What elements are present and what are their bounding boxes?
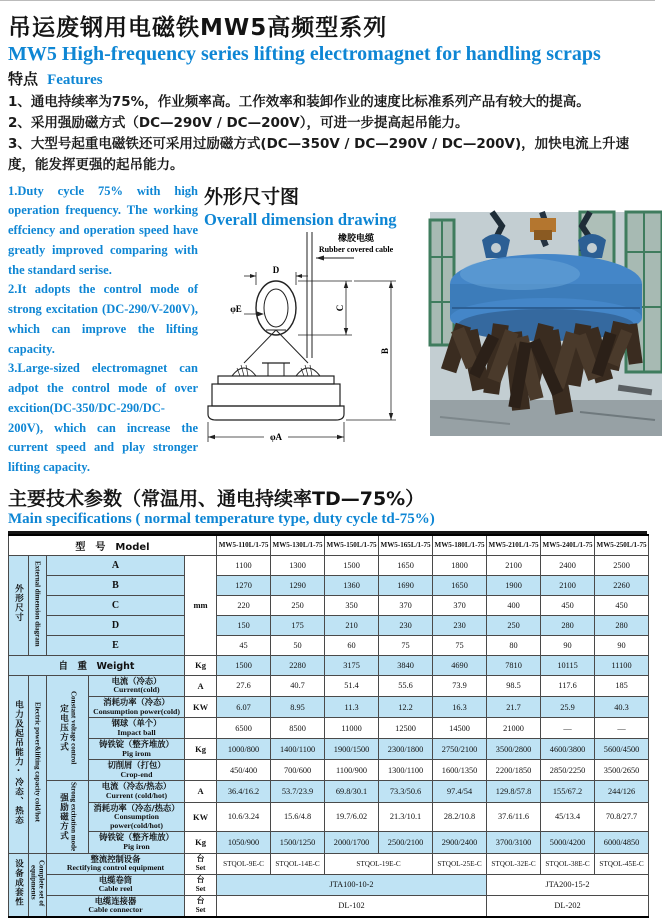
table-row: [9, 895, 649, 917]
data-cell: 1300/1100: [379, 760, 433, 781]
data-cell: 1000/800: [217, 739, 271, 760]
row-label-cell: 消耗功率（冷态/热态） Consumption power(cold/hot): [89, 802, 185, 832]
data-cell: 97.4/54: [433, 781, 487, 802]
data-cell: 1360: [325, 575, 379, 595]
model-name-cell: MW5-180L/1-75: [433, 535, 487, 556]
data-cell: 3500/2800: [487, 739, 541, 760]
data-cell: 37.6/11.6: [487, 802, 541, 832]
data-cell: STQOL-19E-C: [325, 853, 433, 874]
features-list-cn: [8, 92, 647, 176]
data-cell: 10115: [541, 655, 595, 675]
data-cell: 1650: [379, 555, 433, 575]
data-cell: 230: [379, 615, 433, 635]
data-cell: 150: [217, 615, 271, 635]
row-label-cell: 铸铁锭（整齐堆放） Pig irom: [89, 739, 185, 760]
group-label-cell: 定电压方式 Constant voltage control: [47, 675, 89, 780]
data-cell: 2500/2100: [379, 832, 433, 853]
model-name-cell: MW5-150L/1-75: [325, 535, 379, 556]
feature-item-en: 2.It adopts the control mode of strong excitation (DC-290/V-200V), which can improve the lifting capacity.: [8, 282, 198, 356]
data-cell: 1100: [217, 555, 271, 575]
feature-item: 2、采用强励磁方式（DC—290V / DC—200V），可进一步提高起吊能力。: [8, 114, 469, 131]
row-label-cell: 消耗功率（冷态） Consumption power(cold): [89, 697, 185, 718]
data-cell: 8500: [271, 718, 325, 739]
dim-label-e: φE: [230, 303, 242, 314]
data-cell: 60: [325, 635, 379, 655]
data-cell: 370: [379, 595, 433, 615]
group-label-cell: External dimension diagram: [29, 555, 47, 655]
data-cell: 2850/2250: [541, 760, 595, 781]
data-cell: 6500: [217, 718, 271, 739]
data-cell: STQOL-38E-C: [541, 853, 595, 874]
row-label-cell: C: [47, 595, 185, 615]
data-cell: 21.3/10.1: [379, 802, 433, 832]
features-list-en: [8, 182, 198, 478]
data-cell: STQOL-45E-C: [595, 853, 649, 874]
data-cell: 1300: [271, 555, 325, 575]
row-label-cell: 电缆卷筒 Cable reel: [47, 874, 185, 895]
data-cell: 4600/3800: [541, 739, 595, 760]
data-cell: 15.6/4.8: [271, 802, 325, 832]
specs-heading-cn: 主要技术参数（常温用、通电持续率TD—75%）: [8, 487, 425, 510]
unit-cell: KW: [185, 697, 217, 718]
data-cell: DL-102: [217, 895, 487, 917]
row-label-cell: E: [47, 635, 185, 655]
features-heading-en: Features: [47, 72, 103, 88]
data-cell: 70.8/27.7: [595, 802, 649, 832]
group-label-cell: 设备成套性: [9, 853, 29, 917]
data-cell: 1500: [217, 655, 271, 675]
data-cell: 25.9: [541, 697, 595, 718]
data-cell: 230: [433, 615, 487, 635]
model-name-cell: MW5-110L/1-75: [217, 535, 271, 556]
data-cell: 3500/2650: [595, 760, 649, 781]
model-name-cell: MW5-130L/1-75: [271, 535, 325, 556]
data-cell: 12500: [379, 718, 433, 739]
unit-cell: A: [185, 675, 217, 696]
data-cell: JTA100-10-2: [217, 874, 487, 895]
data-cell: 50: [271, 635, 325, 655]
data-cell: 185: [595, 675, 649, 696]
dim-label-a: φA: [269, 431, 283, 442]
table-row: [9, 555, 649, 575]
group-label-cell: 外形尺寸: [9, 555, 29, 655]
row-label-cell: 整流控制设备 Rectifying control equipment: [47, 853, 185, 874]
data-cell: 27.6: [217, 675, 271, 696]
data-cell: 6.07: [217, 697, 271, 718]
cable-label-cn: 橡胶电缆: [337, 233, 375, 244]
data-cell: 2260: [595, 575, 649, 595]
table-row: [9, 739, 649, 760]
data-cell: 21.7: [487, 697, 541, 718]
data-cell: 155/67.2: [541, 781, 595, 802]
data-cell: 2200/1850: [487, 760, 541, 781]
data-cell: 450: [595, 595, 649, 615]
data-cell: STQOL-25E-C: [433, 853, 487, 874]
group-label-cell: 强励磁方式 Strong excitation mode: [47, 781, 89, 853]
group-label-cell: 电力及起吊能力·冷态、热态: [9, 675, 29, 853]
data-cell: —: [541, 718, 595, 739]
data-cell: 250: [487, 615, 541, 635]
table-row: [9, 697, 649, 718]
data-cell: 220: [217, 595, 271, 615]
data-cell: 1400/1100: [271, 739, 325, 760]
data-cell: 45/13.4: [541, 802, 595, 832]
data-cell: 28.2/10.8: [433, 802, 487, 832]
table-row: [9, 781, 649, 802]
specs-heading-en: Main specifications ( normal temperature type, duty cycle td-75%): [8, 510, 435, 527]
data-cell: 129.8/57.8: [487, 781, 541, 802]
table-row: [9, 575, 649, 595]
data-cell: 1900/1500: [325, 739, 379, 760]
features-heading: [8, 68, 647, 89]
row-label-cell: 电流（冷态/热态） Current (cold/hot): [89, 781, 185, 802]
data-cell: 75: [433, 635, 487, 655]
table-row: [9, 535, 649, 556]
data-cell: 14500: [433, 718, 487, 739]
feature-item: 3、大型号起重电磁铁还可采用过励磁方式(DC—350V / DC—290V / DC—200V)，加快电流上升速度，能发挥更强的起吊能力。: [8, 135, 630, 173]
data-cell: 3175: [325, 655, 379, 675]
group-label-cell: Complete set of equipments: [29, 853, 47, 917]
data-cell: 700/600: [271, 760, 325, 781]
row-label-cell: 铸铁锭（整齐堆放） Pig iron: [89, 832, 185, 853]
model-name-cell: MW5-165L/1-75: [379, 535, 433, 556]
row-label-cell: 电流（冷态） Current(cold): [89, 675, 185, 696]
data-cell: 11000: [325, 718, 379, 739]
data-cell: 2300/1800: [379, 739, 433, 760]
data-cell: 2100: [487, 555, 541, 575]
table-row: [9, 615, 649, 635]
row-label-cell: B: [47, 575, 185, 595]
data-cell: 73.9: [433, 675, 487, 696]
data-cell: 40.7: [271, 675, 325, 696]
data-cell: 69.8/30.1: [325, 781, 379, 802]
data-cell: 2100: [541, 575, 595, 595]
data-cell: 19.7/6.02: [325, 802, 379, 832]
data-cell: 280: [595, 615, 649, 635]
row-label-cell: D: [47, 615, 185, 635]
data-cell: STQOL-14E-C: [271, 853, 325, 874]
data-cell: DL-202: [487, 895, 649, 917]
data-cell: 5600/4500: [595, 739, 649, 760]
data-cell: 1100/900: [325, 760, 379, 781]
data-cell: 4690: [433, 655, 487, 675]
row-label-cell: 电缆连接器 Cable connector: [47, 895, 185, 917]
dim-label-b: B: [380, 347, 390, 354]
specs-table: [8, 534, 649, 918]
data-cell: 1900: [487, 575, 541, 595]
data-cell: 280: [541, 615, 595, 635]
unit-cell: Kg: [185, 832, 217, 853]
data-cell: 450/400: [217, 760, 271, 781]
table-row: [9, 853, 649, 874]
unit-cell: [185, 718, 217, 739]
model-name-cell: MW5-240L/1-75: [541, 535, 595, 556]
unit-cell: Kg: [185, 655, 217, 675]
unit-cell: 台 Set: [185, 895, 217, 917]
data-cell: 75: [379, 635, 433, 655]
data-cell: 51.4: [325, 675, 379, 696]
drawing-heading-en: Overall dimension drawing: [204, 209, 397, 229]
data-cell: 2280: [271, 655, 325, 675]
data-cell: 11100: [595, 655, 649, 675]
data-cell: 53.7/23.9: [271, 781, 325, 802]
drawing-heading-cn: 外形尺寸图: [204, 185, 300, 208]
data-cell: 45: [217, 635, 271, 655]
feature-item-en: 1.Duty cycle 75% with high operation frequency. The working effciency and operation speed have greatly improved comparing with the standard serise.: [8, 183, 198, 277]
data-cell: 370: [433, 595, 487, 615]
data-cell: STQOL-9E-C: [217, 853, 271, 874]
data-cell: 10.6/3.24: [217, 802, 271, 832]
data-cell: 400: [487, 595, 541, 615]
page-title-en: MW5 High-frequency series lifting electromagnet for handling scraps: [8, 43, 601, 65]
page-title-cn: 吊运废钢用电磁铁MW5高频型系列: [8, 15, 388, 41]
data-cell: 117.6: [541, 675, 595, 696]
data-cell: 1690: [379, 575, 433, 595]
data-cell: 1650: [433, 575, 487, 595]
cable-label-en: Rubber covered cable: [318, 244, 394, 254]
unit-cell: Kg: [185, 739, 217, 760]
data-cell: 12.2: [379, 697, 433, 718]
specs-table-body: [9, 535, 649, 917]
table-row: [9, 874, 649, 895]
data-cell: 5000/4200: [541, 832, 595, 853]
data-cell: 210: [325, 615, 379, 635]
row-label-cell: 切削屑（打包） Crop-end: [89, 760, 185, 781]
data-cell: 2750/2100: [433, 739, 487, 760]
data-cell: 2900/2400: [433, 832, 487, 853]
data-cell: 3700/3100: [487, 832, 541, 853]
unit-cell: 台 Set: [185, 874, 217, 895]
data-cell: 350: [325, 595, 379, 615]
data-cell: 73.3/50.6: [379, 781, 433, 802]
unit-cell: mm: [185, 555, 217, 655]
data-cell: 175: [271, 615, 325, 635]
data-cell: STQOL-32E-C: [487, 853, 541, 874]
data-cell: 21000: [487, 718, 541, 739]
model-header-cell: 型 号 Model: [9, 535, 217, 556]
data-cell: 6000/4850: [595, 832, 649, 853]
data-cell: 80: [487, 635, 541, 655]
table-row: [9, 832, 649, 853]
data-cell: 1290: [271, 575, 325, 595]
data-cell: 2500: [595, 555, 649, 575]
row-label-cell: 自 重 Weight: [9, 655, 185, 675]
model-name-cell: MW5-250L/1-75: [595, 535, 649, 556]
data-cell: 7810: [487, 655, 541, 675]
data-cell: 8.95: [271, 697, 325, 718]
unit-cell: [185, 760, 217, 781]
data-cell: 2400: [541, 555, 595, 575]
data-cell: 90: [541, 635, 595, 655]
data-cell: 11.3: [325, 697, 379, 718]
table-row: [9, 760, 649, 781]
data-cell: 1500: [325, 555, 379, 575]
model-name-cell: MW5-210L/1-75: [487, 535, 541, 556]
data-cell: 90: [595, 635, 649, 655]
data-cell: 36.4/16.2: [217, 781, 271, 802]
data-cell: 1800: [433, 555, 487, 575]
data-cell: 1500/1250: [271, 832, 325, 853]
data-cell: 450: [541, 595, 595, 615]
data-cell: 16.3: [433, 697, 487, 718]
dim-label-c: C: [335, 304, 345, 311]
table-row: [9, 595, 649, 615]
data-cell: 1050/900: [217, 832, 271, 853]
table-row: [9, 675, 649, 696]
data-cell: 250: [271, 595, 325, 615]
group-label-cell: Electric power&lifting capacity cold/hot: [29, 675, 47, 853]
data-cell: 244/126: [595, 781, 649, 802]
row-label-cell: 钢球（单个） Impact ball: [89, 718, 185, 739]
data-cell: JTA200-15-2: [487, 874, 649, 895]
table-row: [9, 635, 649, 655]
feature-item-en: 3.Large-sized electromagnet can adpot the control mode of over excition(DC-350/DC-290/DC-200V), which can increase the current speed and play stronger lifting capacity.: [8, 361, 198, 475]
unit-cell: 台 Set: [185, 853, 217, 874]
unit-cell: A: [185, 781, 217, 802]
unit-cell: KW: [185, 802, 217, 832]
features-heading-cn: 特点: [8, 70, 39, 88]
data-cell: 98.5: [487, 675, 541, 696]
table-row: [9, 718, 649, 739]
dimension-drawing: [204, 230, 416, 452]
product-photo: [430, 212, 662, 436]
data-cell: 40.3: [595, 697, 649, 718]
data-cell: —: [595, 718, 649, 739]
row-label-cell: A: [47, 555, 185, 575]
data-cell: 3840: [379, 655, 433, 675]
data-cell: 1270: [217, 575, 271, 595]
data-cell: 2000/1700: [325, 832, 379, 853]
data-cell: 55.6: [379, 675, 433, 696]
table-row: [9, 802, 649, 832]
table-row: [9, 655, 649, 675]
dim-label-d: D: [272, 264, 280, 275]
feature-item: 1、通电持续率为75%，作业频率高。工作效率和装卸作业的速度比标准系列产品有较大的提高。: [8, 94, 590, 110]
data-cell: 1600/1350: [433, 760, 487, 781]
